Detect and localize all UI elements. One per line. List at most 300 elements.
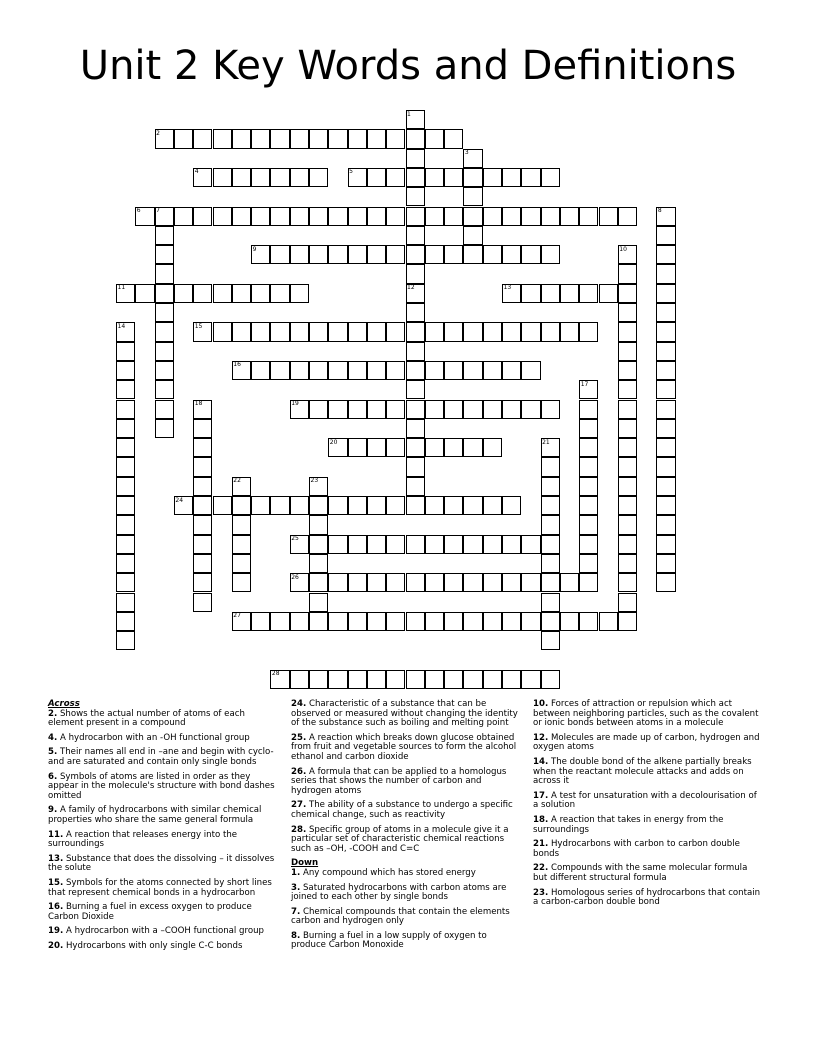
- grid-cell[interactable]: [155, 264, 174, 283]
- grid-cell[interactable]: [444, 612, 463, 631]
- grid-cell[interactable]: [116, 361, 135, 380]
- grid-cell[interactable]: [348, 129, 367, 148]
- grid-cell[interactable]: [290, 168, 309, 187]
- grid-cell[interactable]: [406, 245, 425, 264]
- grid-cell[interactable]: [328, 207, 347, 226]
- grid-cell[interactable]: [463, 168, 482, 187]
- grid-cell[interactable]: [425, 496, 444, 515]
- grid-cell[interactable]: [656, 380, 675, 399]
- grid-cell[interactable]: [367, 361, 386, 380]
- grid-cell[interactable]: [251, 612, 270, 631]
- grid-cell[interactable]: [463, 322, 482, 341]
- grid-cell[interactable]: [309, 245, 328, 264]
- grid-cell[interactable]: [116, 631, 135, 650]
- grid-cell[interactable]: [406, 573, 425, 592]
- grid-cell[interactable]: [483, 245, 502, 264]
- grid-cell[interactable]: [579, 284, 598, 303]
- grid-cell[interactable]: [406, 612, 425, 631]
- grid-cell[interactable]: [579, 554, 598, 573]
- grid-cell[interactable]: [502, 573, 521, 592]
- grid-cell[interactable]: [386, 535, 405, 554]
- grid-cell[interactable]: [618, 515, 637, 534]
- grid-cell[interactable]: [270, 322, 289, 341]
- grid-cell[interactable]: [213, 496, 232, 515]
- grid-cell[interactable]: [251, 129, 270, 148]
- grid-cell[interactable]: [116, 438, 135, 457]
- grid-cell[interactable]: [444, 322, 463, 341]
- grid-cell[interactable]: [502, 496, 521, 515]
- grid-cell[interactable]: [502, 535, 521, 554]
- grid-cell[interactable]: [463, 535, 482, 554]
- grid-cell[interactable]: [444, 129, 463, 148]
- grid-cell[interactable]: [251, 168, 270, 187]
- grid-cell[interactable]: [541, 457, 560, 476]
- grid-cell[interactable]: [386, 361, 405, 380]
- grid-cell[interactable]: [560, 284, 579, 303]
- grid-cell[interactable]: [309, 129, 328, 148]
- grid-cell[interactable]: [483, 535, 502, 554]
- grid-cell[interactable]: [232, 535, 251, 554]
- grid-cell[interactable]: [251, 496, 270, 515]
- grid-cell[interactable]: [502, 245, 521, 264]
- grid-cell[interactable]: [290, 496, 309, 515]
- grid-cell[interactable]: [309, 573, 328, 592]
- grid-cell[interactable]: [328, 129, 347, 148]
- grid-cell[interactable]: [444, 496, 463, 515]
- grid-cell[interactable]: [579, 515, 598, 534]
- grid-cell[interactable]: [599, 284, 618, 303]
- grid-cell[interactable]: [656, 419, 675, 438]
- grid-cell[interactable]: [290, 612, 309, 631]
- grid-cell[interactable]: [502, 361, 521, 380]
- grid-cell[interactable]: [579, 535, 598, 554]
- grid-cell[interactable]: [656, 554, 675, 573]
- grid-cell[interactable]: [309, 535, 328, 554]
- grid-cell[interactable]: [406, 380, 425, 399]
- grid-cell[interactable]: [116, 457, 135, 476]
- grid-cell[interactable]: [425, 535, 444, 554]
- grid-cell[interactable]: [656, 264, 675, 283]
- grid-cell[interactable]: [406, 149, 425, 168]
- grid-cell[interactable]: [232, 515, 251, 534]
- grid-cell[interactable]: [309, 496, 328, 515]
- grid-cell[interactable]: [367, 438, 386, 457]
- grid-cell[interactable]: [656, 361, 675, 380]
- grid-cell[interactable]: [270, 245, 289, 264]
- grid-cell[interactable]: [309, 612, 328, 631]
- grid-cell[interactable]: [348, 573, 367, 592]
- grid-cell[interactable]: [463, 400, 482, 419]
- grid-cell[interactable]: [521, 245, 540, 264]
- grid-cell[interactable]: [579, 612, 598, 631]
- grid-cell[interactable]: [348, 245, 367, 264]
- grid-cell[interactable]: [521, 535, 540, 554]
- grid-cell[interactable]: [444, 573, 463, 592]
- grid-cell[interactable]: [618, 573, 637, 592]
- grid-cell[interactable]: [463, 207, 482, 226]
- grid-cell[interactable]: [406, 129, 425, 148]
- grid-cell[interactable]: [560, 322, 579, 341]
- grid-cell[interactable]: [560, 612, 579, 631]
- grid-cell[interactable]: [193, 129, 212, 148]
- grid-cell[interactable]: [463, 361, 482, 380]
- grid-cell[interactable]: [309, 515, 328, 534]
- grid-cell[interactable]: [193, 477, 212, 496]
- grid-cell[interactable]: [541, 400, 560, 419]
- grid-cell[interactable]: [290, 284, 309, 303]
- grid-cell[interactable]: [135, 284, 154, 303]
- grid-cell[interactable]: [521, 670, 540, 689]
- grid-cell[interactable]: [541, 573, 560, 592]
- grid-cell[interactable]: [193, 535, 212, 554]
- grid-cell[interactable]: [463, 670, 482, 689]
- grid-cell[interactable]: [155, 245, 174, 264]
- grid-cell[interactable]: [425, 612, 444, 631]
- grid-cell[interactable]: [502, 612, 521, 631]
- grid-cell[interactable]: [213, 129, 232, 148]
- grid-cell[interactable]: [348, 496, 367, 515]
- grid-cell[interactable]: [483, 400, 502, 419]
- grid-cell[interactable]: [348, 535, 367, 554]
- grid-cell[interactable]: [348, 207, 367, 226]
- grid-cell[interactable]: [406, 303, 425, 322]
- grid-cell[interactable]: [232, 496, 251, 515]
- grid-cell[interactable]: [521, 284, 540, 303]
- grid-cell[interactable]: [193, 419, 212, 438]
- grid-cell[interactable]: [251, 284, 270, 303]
- grid-cell[interactable]: [656, 535, 675, 554]
- grid-cell[interactable]: [483, 207, 502, 226]
- grid-cell[interactable]: [444, 207, 463, 226]
- grid-cell[interactable]: [367, 168, 386, 187]
- grid-cell[interactable]: [541, 554, 560, 573]
- grid-cell[interactable]: [270, 284, 289, 303]
- grid-cell[interactable]: [579, 573, 598, 592]
- grid-cell[interactable]: [618, 535, 637, 554]
- grid-cell[interactable]: [618, 457, 637, 476]
- grid-cell[interactable]: [367, 400, 386, 419]
- grid-cell[interactable]: [367, 207, 386, 226]
- grid-cell[interactable]: [367, 496, 386, 515]
- grid-cell[interactable]: [406, 535, 425, 554]
- grid-cell[interactable]: [656, 245, 675, 264]
- grid-cell[interactable]: [483, 438, 502, 457]
- grid-cell[interactable]: [406, 400, 425, 419]
- grid-cell[interactable]: [155, 400, 174, 419]
- grid-cell[interactable]: [656, 322, 675, 341]
- grid-cell[interactable]: [386, 400, 405, 419]
- grid-cell[interactable]: [232, 573, 251, 592]
- grid-cell[interactable]: [116, 573, 135, 592]
- grid-cell[interactable]: [367, 129, 386, 148]
- grid-cell[interactable]: [560, 207, 579, 226]
- grid-cell[interactable]: [425, 129, 444, 148]
- grid-cell[interactable]: [386, 322, 405, 341]
- grid-cell[interactable]: [116, 400, 135, 419]
- grid-cell[interactable]: [425, 168, 444, 187]
- grid-cell[interactable]: [309, 361, 328, 380]
- grid-cell[interactable]: [116, 515, 135, 534]
- grid-cell[interactable]: [232, 554, 251, 573]
- grid-cell[interactable]: [386, 245, 405, 264]
- grid-cell[interactable]: [309, 400, 328, 419]
- grid-cell[interactable]: [155, 342, 174, 361]
- grid-cell[interactable]: [579, 457, 598, 476]
- grid-cell[interactable]: [116, 380, 135, 399]
- grid-cell[interactable]: [618, 264, 637, 283]
- grid-cell[interactable]: [560, 573, 579, 592]
- grid-cell[interactable]: [270, 612, 289, 631]
- grid-cell[interactable]: [618, 322, 637, 341]
- grid-cell[interactable]: [656, 477, 675, 496]
- grid-cell[interactable]: [541, 284, 560, 303]
- grid-cell[interactable]: [521, 168, 540, 187]
- grid-cell[interactable]: [541, 670, 560, 689]
- grid-cell[interactable]: [328, 612, 347, 631]
- grid-cell[interactable]: [251, 361, 270, 380]
- grid-cell[interactable]: [328, 573, 347, 592]
- grid-cell[interactable]: [618, 342, 637, 361]
- grid-cell[interactable]: [656, 342, 675, 361]
- grid-cell[interactable]: [425, 207, 444, 226]
- grid-cell[interactable]: [193, 593, 212, 612]
- grid-cell[interactable]: [155, 361, 174, 380]
- grid-cell[interactable]: [541, 535, 560, 554]
- grid-cell[interactable]: [656, 515, 675, 534]
- grid-cell[interactable]: [463, 496, 482, 515]
- grid-cell[interactable]: [541, 322, 560, 341]
- grid-cell[interactable]: [116, 477, 135, 496]
- grid-cell[interactable]: [502, 400, 521, 419]
- grid-cell[interactable]: [618, 554, 637, 573]
- grid-cell[interactable]: [541, 631, 560, 650]
- grid-cell[interactable]: [406, 477, 425, 496]
- grid-cell[interactable]: [406, 322, 425, 341]
- grid-cell[interactable]: [656, 438, 675, 457]
- grid-cell[interactable]: [463, 612, 482, 631]
- grid-cell[interactable]: [521, 573, 540, 592]
- grid-cell[interactable]: [541, 612, 560, 631]
- grid-cell[interactable]: [502, 168, 521, 187]
- grid-cell[interactable]: [618, 361, 637, 380]
- grid-cell[interactable]: [579, 322, 598, 341]
- grid-cell[interactable]: [444, 245, 463, 264]
- grid-cell[interactable]: [193, 457, 212, 476]
- grid-cell[interactable]: [618, 284, 637, 303]
- grid-cell[interactable]: [386, 670, 405, 689]
- grid-cell[interactable]: [116, 593, 135, 612]
- grid-cell[interactable]: [155, 322, 174, 341]
- grid-cell[interactable]: [406, 342, 425, 361]
- grid-cell[interactable]: [618, 477, 637, 496]
- grid-cell[interactable]: [444, 670, 463, 689]
- grid-cell[interactable]: [541, 496, 560, 515]
- grid-cell[interactable]: [290, 245, 309, 264]
- grid-cell[interactable]: [406, 457, 425, 476]
- grid-cell[interactable]: [502, 322, 521, 341]
- grid-cell[interactable]: [483, 168, 502, 187]
- grid-cell[interactable]: [155, 226, 174, 245]
- grid-cell[interactable]: [406, 264, 425, 283]
- grid-cell[interactable]: [193, 207, 212, 226]
- grid-cell[interactable]: [232, 284, 251, 303]
- grid-cell[interactable]: [541, 593, 560, 612]
- grid-cell[interactable]: [116, 535, 135, 554]
- grid-cell[interactable]: [367, 322, 386, 341]
- grid-cell[interactable]: [309, 554, 328, 573]
- grid-cell[interactable]: [463, 573, 482, 592]
- grid-cell[interactable]: [618, 612, 637, 631]
- grid-cell[interactable]: [599, 207, 618, 226]
- grid-cell[interactable]: [406, 168, 425, 187]
- grid-cell[interactable]: [348, 612, 367, 631]
- grid-cell[interactable]: [656, 457, 675, 476]
- grid-cell[interactable]: [386, 168, 405, 187]
- grid-cell[interactable]: [483, 670, 502, 689]
- grid-cell[interactable]: [425, 322, 444, 341]
- grid-cell[interactable]: [348, 400, 367, 419]
- grid-cell[interactable]: [348, 438, 367, 457]
- grid-cell[interactable]: [406, 670, 425, 689]
- grid-cell[interactable]: [541, 207, 560, 226]
- grid-cell[interactable]: [193, 554, 212, 573]
- grid-cell[interactable]: [328, 400, 347, 419]
- grid-cell[interactable]: [213, 168, 232, 187]
- grid-cell[interactable]: [444, 361, 463, 380]
- grid-cell[interactable]: [618, 438, 637, 457]
- grid-cell[interactable]: [270, 129, 289, 148]
- grid-cell[interactable]: [618, 380, 637, 399]
- grid-cell[interactable]: [193, 284, 212, 303]
- grid-cell[interactable]: [656, 284, 675, 303]
- grid-cell[interactable]: [290, 361, 309, 380]
- grid-cell[interactable]: [290, 129, 309, 148]
- grid-cell[interactable]: [309, 322, 328, 341]
- grid-cell[interactable]: [328, 245, 347, 264]
- grid-cell[interactable]: [328, 496, 347, 515]
- grid-cell[interactable]: [618, 593, 637, 612]
- grid-cell[interactable]: [579, 400, 598, 419]
- grid-cell[interactable]: [367, 245, 386, 264]
- grid-cell[interactable]: [270, 496, 289, 515]
- grid-cell[interactable]: [251, 207, 270, 226]
- grid-cell[interactable]: [425, 361, 444, 380]
- grid-cell[interactable]: [444, 400, 463, 419]
- grid-cell[interactable]: [541, 168, 560, 187]
- grid-cell[interactable]: [656, 573, 675, 592]
- grid-cell[interactable]: [579, 207, 598, 226]
- grid-cell[interactable]: [406, 419, 425, 438]
- grid-cell[interactable]: [425, 245, 444, 264]
- grid-cell[interactable]: [463, 245, 482, 264]
- grid-cell[interactable]: [193, 515, 212, 534]
- grid-cell[interactable]: [367, 670, 386, 689]
- grid-cell[interactable]: [656, 496, 675, 515]
- grid-cell[interactable]: [521, 207, 540, 226]
- grid-cell[interactable]: [309, 207, 328, 226]
- grid-cell[interactable]: [270, 168, 289, 187]
- grid-cell[interactable]: [232, 322, 251, 341]
- grid-cell[interactable]: [193, 438, 212, 457]
- grid-cell[interactable]: [251, 322, 270, 341]
- grid-cell[interactable]: [541, 245, 560, 264]
- grid-cell[interactable]: [270, 207, 289, 226]
- grid-cell[interactable]: [155, 303, 174, 322]
- grid-cell[interactable]: [541, 477, 560, 496]
- grid-cell[interactable]: [116, 554, 135, 573]
- grid-cell[interactable]: [193, 496, 212, 515]
- grid-cell[interactable]: [116, 612, 135, 631]
- grid-cell[interactable]: [155, 380, 174, 399]
- grid-cell[interactable]: [599, 612, 618, 631]
- grid-cell[interactable]: [425, 400, 444, 419]
- grid-cell[interactable]: [116, 496, 135, 515]
- grid-cell[interactable]: [483, 573, 502, 592]
- grid-cell[interactable]: [502, 670, 521, 689]
- grid-cell[interactable]: [232, 168, 251, 187]
- grid-cell[interactable]: [174, 129, 193, 148]
- grid-cell[interactable]: [328, 322, 347, 341]
- grid-cell[interactable]: [618, 419, 637, 438]
- grid-cell[interactable]: [232, 207, 251, 226]
- grid-cell[interactable]: [444, 535, 463, 554]
- grid-cell[interactable]: [213, 284, 232, 303]
- grid-cell[interactable]: [213, 322, 232, 341]
- grid-cell[interactable]: [521, 322, 540, 341]
- grid-cell[interactable]: [386, 129, 405, 148]
- grid-cell[interactable]: [309, 168, 328, 187]
- grid-cell[interactable]: [521, 361, 540, 380]
- grid-cell[interactable]: [656, 400, 675, 419]
- grid-cell[interactable]: [116, 342, 135, 361]
- grid-cell[interactable]: [483, 496, 502, 515]
- grid-cell[interactable]: [483, 322, 502, 341]
- grid-cell[interactable]: [463, 226, 482, 245]
- grid-cell[interactable]: [425, 670, 444, 689]
- grid-cell[interactable]: [309, 593, 328, 612]
- grid-cell[interactable]: [406, 187, 425, 206]
- grid-cell[interactable]: [579, 438, 598, 457]
- grid-cell[interactable]: [386, 438, 405, 457]
- grid-cell[interactable]: [521, 612, 540, 631]
- grid-cell[interactable]: [290, 670, 309, 689]
- grid-cell[interactable]: [328, 535, 347, 554]
- grid-cell[interactable]: [328, 361, 347, 380]
- grid-cell[interactable]: [386, 612, 405, 631]
- grid-cell[interactable]: [463, 187, 482, 206]
- grid-cell[interactable]: [406, 361, 425, 380]
- grid-cell[interactable]: [174, 207, 193, 226]
- grid-cell[interactable]: [193, 573, 212, 592]
- grid-cell[interactable]: [444, 438, 463, 457]
- grid-cell[interactable]: [290, 322, 309, 341]
- grid-cell[interactable]: [483, 361, 502, 380]
- grid-cell[interactable]: [502, 207, 521, 226]
- grid-cell[interactable]: [656, 226, 675, 245]
- grid-cell[interactable]: [579, 419, 598, 438]
- grid-cell[interactable]: [406, 496, 425, 515]
- grid-cell[interactable]: [367, 612, 386, 631]
- grid-cell[interactable]: [386, 573, 405, 592]
- grid-cell[interactable]: [618, 496, 637, 515]
- grid-cell[interactable]: [155, 284, 174, 303]
- grid-cell[interactable]: [290, 207, 309, 226]
- grid-cell[interactable]: [348, 361, 367, 380]
- grid-cell[interactable]: [270, 361, 289, 380]
- grid-cell[interactable]: [174, 284, 193, 303]
- grid-cell[interactable]: [367, 535, 386, 554]
- grid-cell[interactable]: [348, 670, 367, 689]
